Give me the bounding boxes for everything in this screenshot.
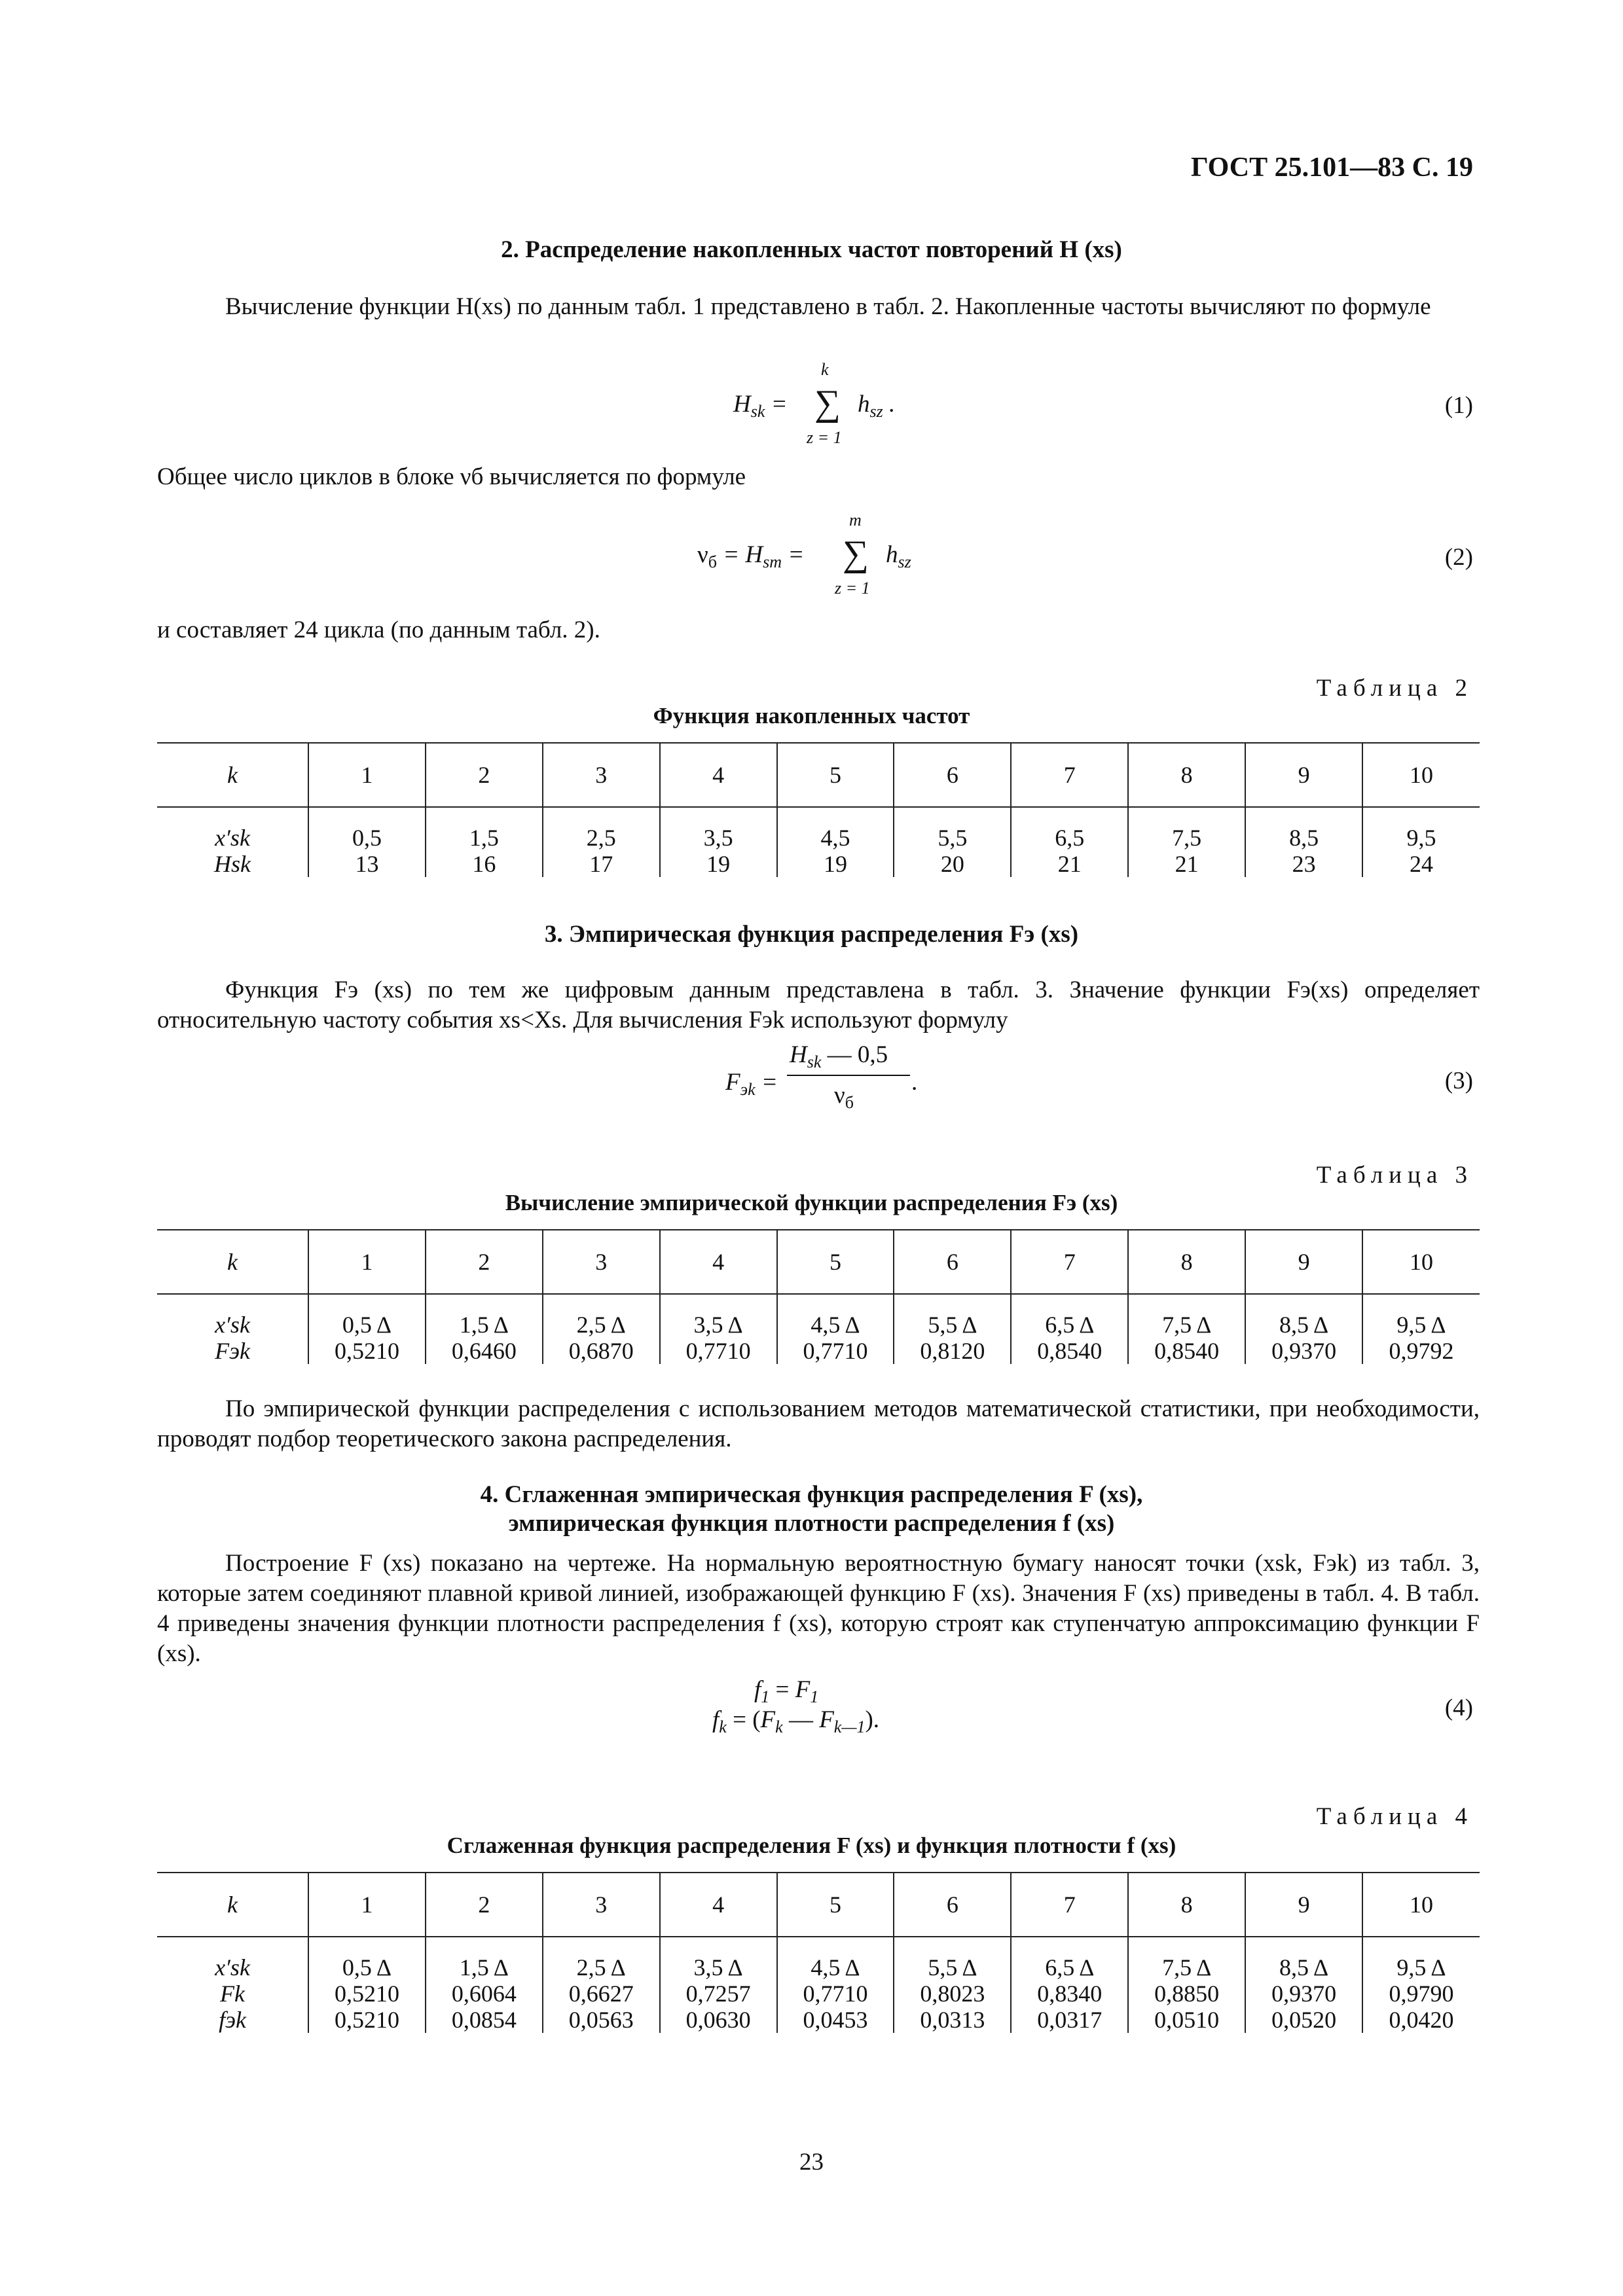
header-cell: 7	[1011, 744, 1128, 807]
header-cell: 2	[426, 744, 543, 807]
data-cell: 3,5 Δ 0,7257 0,0630	[660, 1954, 777, 2033]
data-cell: 9,5 Δ 0,9790 0,0420	[1362, 1954, 1480, 2033]
section-3-paragraph-1: Функция Fэ (xs) по тем же цифровым данным представлена в табл. 3. Значение функции Fэ(xs) определяет относительную частоту события xs<Xs. Для вычисления Fэk используют формулу	[157, 977, 1480, 1033]
header-cell: 6	[894, 1873, 1011, 1937]
header-cell: 6	[894, 744, 1011, 807]
data-cell: 3,5 19	[660, 825, 777, 877]
table-2-number: Таблица 2	[1316, 675, 1473, 702]
table-row	[157, 825, 1480, 877]
equation-2-label: (2)	[1444, 544, 1473, 571]
header-cell: 1	[308, 1230, 426, 1294]
header-cell: k	[157, 744, 308, 807]
data-cell: 7,5 Δ 0,8850 0,0510	[1128, 1954, 1245, 2033]
section-2-paragraph-3: и составляет 24 цикла (по данным табл. 2).	[157, 617, 600, 643]
header-cell: 4	[660, 1873, 777, 1937]
formula-2: m $\nu_б = H_{sm}$ = ∑ $h_{sz}$ z = 1	[697, 511, 911, 598]
header-cell: 4	[660, 744, 777, 807]
data-cell: 0,5 Δ 0,5210	[308, 1312, 426, 1364]
row-label-cell: x′sk Fk fэk	[215, 1954, 250, 2033]
data-cell: 8,5 Δ 0,9370	[1245, 1312, 1362, 1364]
data-cell: 3,5 Δ 0,7710	[660, 1312, 777, 1364]
header-cell: 9	[1245, 1873, 1362, 1937]
data-cell: 6,5 Δ 0,8540	[1011, 1312, 1128, 1364]
data-cell: 5,5 Δ 0,8120	[894, 1312, 1011, 1364]
table-row	[157, 1312, 1480, 1364]
header-cell: k	[157, 1873, 308, 1937]
data-cell: 2,5 17	[543, 825, 660, 877]
data-cell: 6,5 21	[1011, 825, 1128, 877]
section-4-paragraph-1: Построение F (xs) показано на чертеже. На нормальную вероятностную бумагу наносят точки (xsk, Fэk) из табл. 3, которые затем соединяют плавной кривой линией, изображающей функцию F (xs). Значения F (xs) приведены в табл. 4. В табл. 4 приведены значения функции плотности распределения f (xs), которую строят как ступенчатую аппроксимацию функции F (xs).	[157, 1550, 1480, 1667]
data-cell: 7,5 Δ 0,8540	[1128, 1312, 1245, 1364]
table-2	[157, 744, 1480, 877]
table-4	[157, 1873, 1480, 2033]
header-cell: 9	[1245, 744, 1362, 807]
header-cell: 1	[308, 1873, 426, 1937]
section-2-paragraph-1: Вычисление функции H(xs) по данным табл. 1 представлено в табл. 2. Накопленные частоты вычисляют по формуле	[225, 293, 1431, 320]
table-4-number: Таблица 4	[1316, 1803, 1473, 1830]
header-cell: 10	[1362, 744, 1480, 807]
table-2-title: Функция накопленных частот	[653, 703, 970, 728]
table-3-number: Таблица 3	[1316, 1162, 1473, 1189]
header-cell: 3	[543, 1873, 660, 1937]
header-cell: 4	[660, 1230, 777, 1294]
page-number: 23	[799, 2149, 824, 2176]
header-cell: 10	[1362, 1230, 1480, 1294]
row-label-cell: x′sk Fэk	[215, 1312, 250, 1364]
table-header-row	[157, 1230, 1480, 1294]
table-3	[157, 1230, 1480, 1364]
header-cell: 7	[1011, 1230, 1128, 1294]
table-header-row	[157, 744, 1480, 807]
header-cell: 1	[308, 744, 426, 807]
data-cell: 9,5 24	[1362, 825, 1480, 877]
data-cell: 2,5 Δ 0,6870	[543, 1312, 660, 1364]
header-cell: 8	[1128, 1873, 1245, 1937]
header-cell: 2	[426, 1873, 543, 1937]
data-cell: 9,5 Δ 0,9792	[1362, 1312, 1480, 1364]
formula-1: k $H_{sk}$ = ∑ $h_{sz}$ . z = 1	[733, 360, 896, 447]
equation-3-label: (3)	[1444, 1067, 1473, 1094]
section-4-title-line-1: 4. Сглаженная эмпирическая функция распределения F (xs),	[480, 1481, 1143, 1508]
table-header-row	[157, 1873, 1480, 1937]
table-4-title: Сглаженная функция распределения F (xs) и функция плотности f (xs)	[447, 1833, 1176, 1858]
formula-3: $F_{эk}$ = $H_{sk}$ — 0,5 $\nu_б$ .	[725, 1041, 918, 1112]
data-cell: 4,5 Δ 0,7710	[777, 1312, 894, 1364]
header-cell: 5	[777, 1230, 894, 1294]
data-cell: 0,5 Δ 0,5210 0,5210	[308, 1954, 426, 2033]
data-cell: 4,5 Δ 0,7710 0,0453	[777, 1954, 894, 2033]
header-cell: 8	[1128, 744, 1245, 807]
header-cell: 8	[1128, 1230, 1245, 1294]
paragraph-after-table-3: По эмпирической функции распределения с использованием методов математической статистики, при необходимости, проводят подбор теоретического закона распределения.	[157, 1395, 1480, 1452]
data-cell: 0,5 13	[308, 825, 426, 877]
section-2-paragraph-2: Общее число циклов в блоке νб вычисляется по формуле	[157, 463, 746, 490]
header-cell: 3	[543, 1230, 660, 1294]
header-cell: 2	[426, 1230, 543, 1294]
header-cell: k	[157, 1230, 308, 1294]
header-cell: 5	[777, 1873, 894, 1937]
data-cell: 7,5 21	[1128, 825, 1245, 877]
data-cell: 4,5 19	[777, 825, 894, 877]
equation-1-label: (1)	[1444, 392, 1473, 419]
header-cell: 7	[1011, 1873, 1128, 1937]
page-header: ГОСТ 25.101—83 С. 19	[1190, 152, 1473, 183]
equation-4-label: (4)	[1444, 1695, 1473, 1721]
table-3-title: Вычисление эмпирической функции распределения Fэ (xs)	[505, 1190, 1118, 1215]
data-cell: 2,5 Δ 0,6627 0,0563	[543, 1954, 660, 2033]
header-cell: 9	[1245, 1230, 1362, 1294]
header-cell: 6	[894, 1230, 1011, 1294]
section-2-title: 2. Распределение накопленных частот повторений H (xs)	[501, 236, 1122, 263]
header-cell: 3	[543, 744, 660, 807]
data-cell: 5,5 20	[894, 825, 1011, 877]
data-cell: 6,5 Δ 0,8340 0,0317	[1011, 1954, 1128, 2033]
section-3-title: 3. Эмпирическая функция распределения Fэ (xs)	[544, 921, 1079, 948]
data-cell: 1,5 Δ 0,6064 0,0854	[426, 1954, 543, 2033]
data-cell: 8,5 Δ 0,9370 0,0520	[1245, 1954, 1362, 2033]
formula-4: $f_1 = F_1$ $f_k = (F_k$ — $F_{k—1}$).	[712, 1676, 880, 1736]
data-cell: 8,5 23	[1245, 825, 1362, 877]
section-4-title-line-2: эмпирическая функция плотности распределения f (xs)	[508, 1510, 1115, 1537]
row-label-cell: x′sk Hsk	[214, 825, 251, 877]
table-row	[157, 1954, 1480, 2033]
data-cell: 1,5 Δ 0,6460	[426, 1312, 543, 1364]
header-cell: 10	[1362, 1873, 1480, 1937]
data-cell: 5,5 Δ 0,8023 0,0313	[894, 1954, 1011, 2033]
header-cell: 5	[777, 744, 894, 807]
data-cell: 1,5 16	[426, 825, 543, 877]
